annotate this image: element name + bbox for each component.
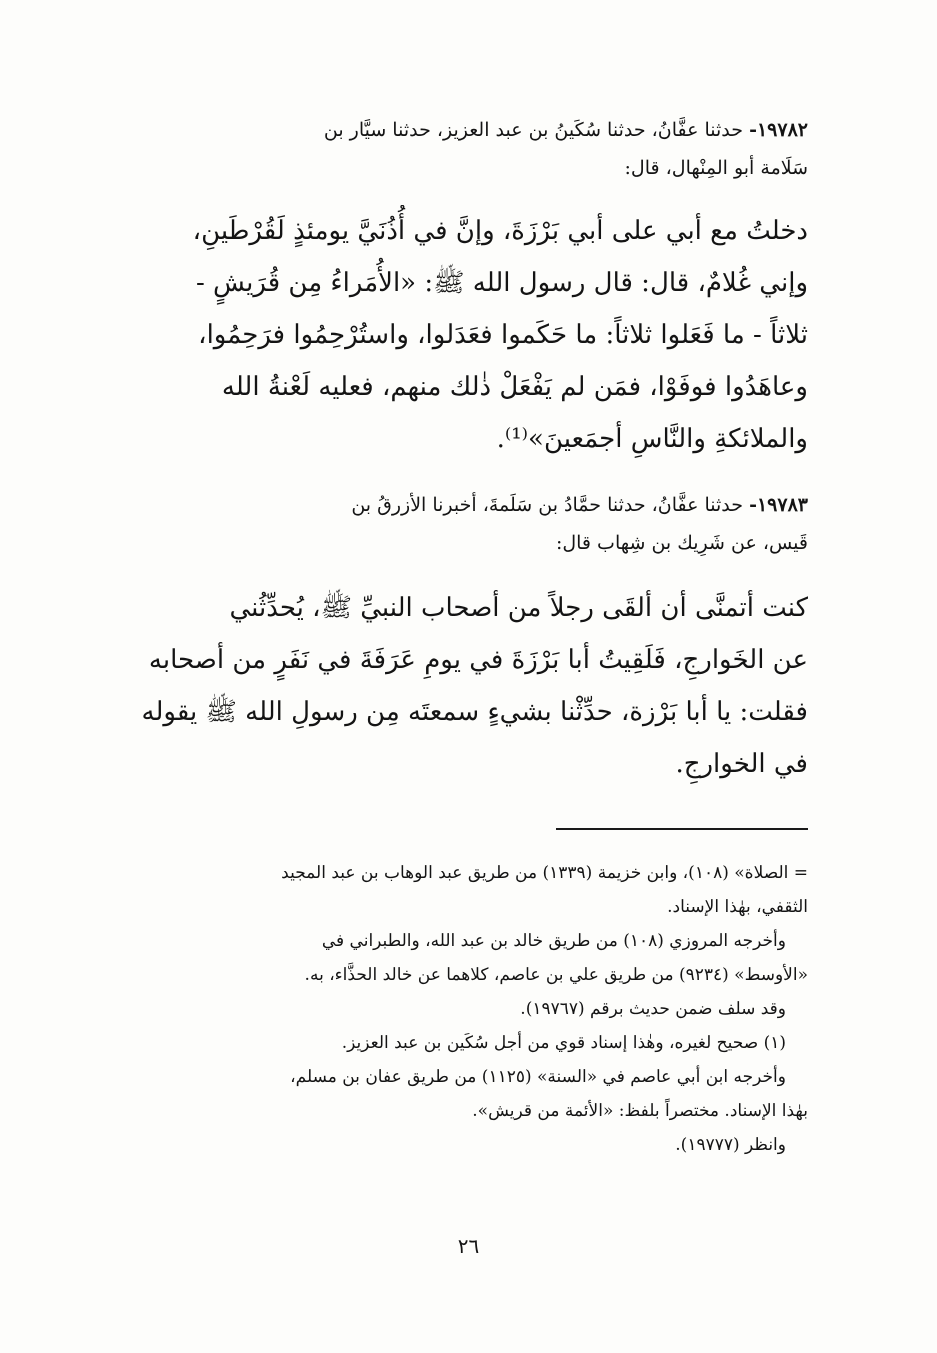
page-number: ٢٦ bbox=[457, 1234, 480, 1258]
isnad-line: سَلَامة أبو المِنْهال، قال: bbox=[624, 157, 808, 179]
footnote-line: الثقفي، بهٰذا الإسناد. bbox=[667, 897, 808, 917]
footnote-line: «الأوسط» (٩٢٣٤) من طريق علي بن عاصم، كلاهما عن خالد الحذَّاء، به. bbox=[304, 965, 808, 985]
footnote-line: وقد سلف ضمن حديث برقم (١٩٧٦٧). bbox=[520, 999, 786, 1019]
footnote-line: = الصلاة» (١٠٨)، وابن خزيمة (١٣٣٩) من طريق عبد الوهاب بن عبد المجيد bbox=[281, 863, 808, 883]
hadith-19783-matn bbox=[104, 582, 808, 790]
matn-line: والملائكةِ والنَّاسِ أجمَعينَ»⁽¹⁾. bbox=[496, 424, 808, 454]
matn-line: دخلتُ مع أبي على أبي بَرْزَةَ، وإنَّ في أُذُنَيَّ يومئذٍ لَقُرْطَينِ، bbox=[192, 216, 808, 246]
hadith-19782-matn bbox=[104, 205, 808, 465]
isnad-line: قَيس، عن شَرِيك بن شِهاب قال: bbox=[555, 532, 808, 554]
footnotes bbox=[104, 856, 808, 1162]
footnote-line: وأخرجه المروزي (١٠٨) من طريق خالد بن عبد الله، والطبراني في bbox=[321, 931, 786, 951]
isnad-line: ١٩٧٨٢- حدثنا عفَّانُ، حدثنا سُكَينُ بن عبد العزيز، حدثنا سيَّار بن bbox=[323, 119, 808, 141]
matn-line: كنت أتمنَّى أن ألقَى رجلاً من أصحاب النبيِّ ﷺ، يُحدِّثُني bbox=[229, 593, 808, 623]
footnote-divider bbox=[556, 828, 808, 830]
hadith-number: ١٩٧٨٢- bbox=[749, 119, 808, 141]
matn-line: عن الخَوارجِ، فَلَقِيتُ أبا بَرْزَةَ في يومِ عَرَفَةَ في نَفَرٍ من أصحابه bbox=[148, 645, 808, 675]
footnote-line: وانظر (١٩٧٧٧). bbox=[675, 1135, 786, 1155]
matn-line: في الخوارجِ. bbox=[675, 749, 808, 779]
hadith-19783-isnad bbox=[104, 486, 808, 562]
footnote-line: وأخرجه ابن أبي عاصم في «السنة» (١١٢٥) من طريق عفان بن مسلم، bbox=[290, 1067, 786, 1087]
isnad-line: ١٩٧٨٣- حدثنا عفَّانُ، حدثنا حمَّادُ بن سَلَمةَ، أخبرنا الأزرقُ بن bbox=[351, 494, 808, 516]
matn-line: ثلاثاً - ما فَعَلوا ثلاثاً: ما حَكَموا فعَدَلوا، واستُرْحِمُوا فرَحِمُوا، bbox=[198, 320, 808, 350]
footnote-line: (١) صحيح لغيره، وهٰذا إسناد قوي من أجل سُكَين بن عبد العزيز. bbox=[341, 1033, 786, 1053]
hadith-number: ١٩٧٨٣- bbox=[749, 494, 808, 516]
matn-line: فقلت: يا أبا بَرْزة، حدِّثْنا بشيءٍ سمعتَه مِن رسولِ الله ﷺ يقوله bbox=[141, 697, 808, 727]
matn-line: وإني غُلامٌ، قال: قال رسول الله ﷺ: «الأُمَراءُ مِن قُرَيشٍ - bbox=[195, 268, 808, 298]
matn-line: وعاهَدُوا فوفَوْا، فمَن لم يَفْعَلْ ذٰلك منهم، فعليه لَعْنةُ الله bbox=[221, 372, 808, 402]
footnote-line: بهٰذا الإسناد. مختصراً بلفظ: «الأئمة من قريش». bbox=[472, 1101, 808, 1121]
hadith-19782-isnad bbox=[104, 111, 808, 187]
